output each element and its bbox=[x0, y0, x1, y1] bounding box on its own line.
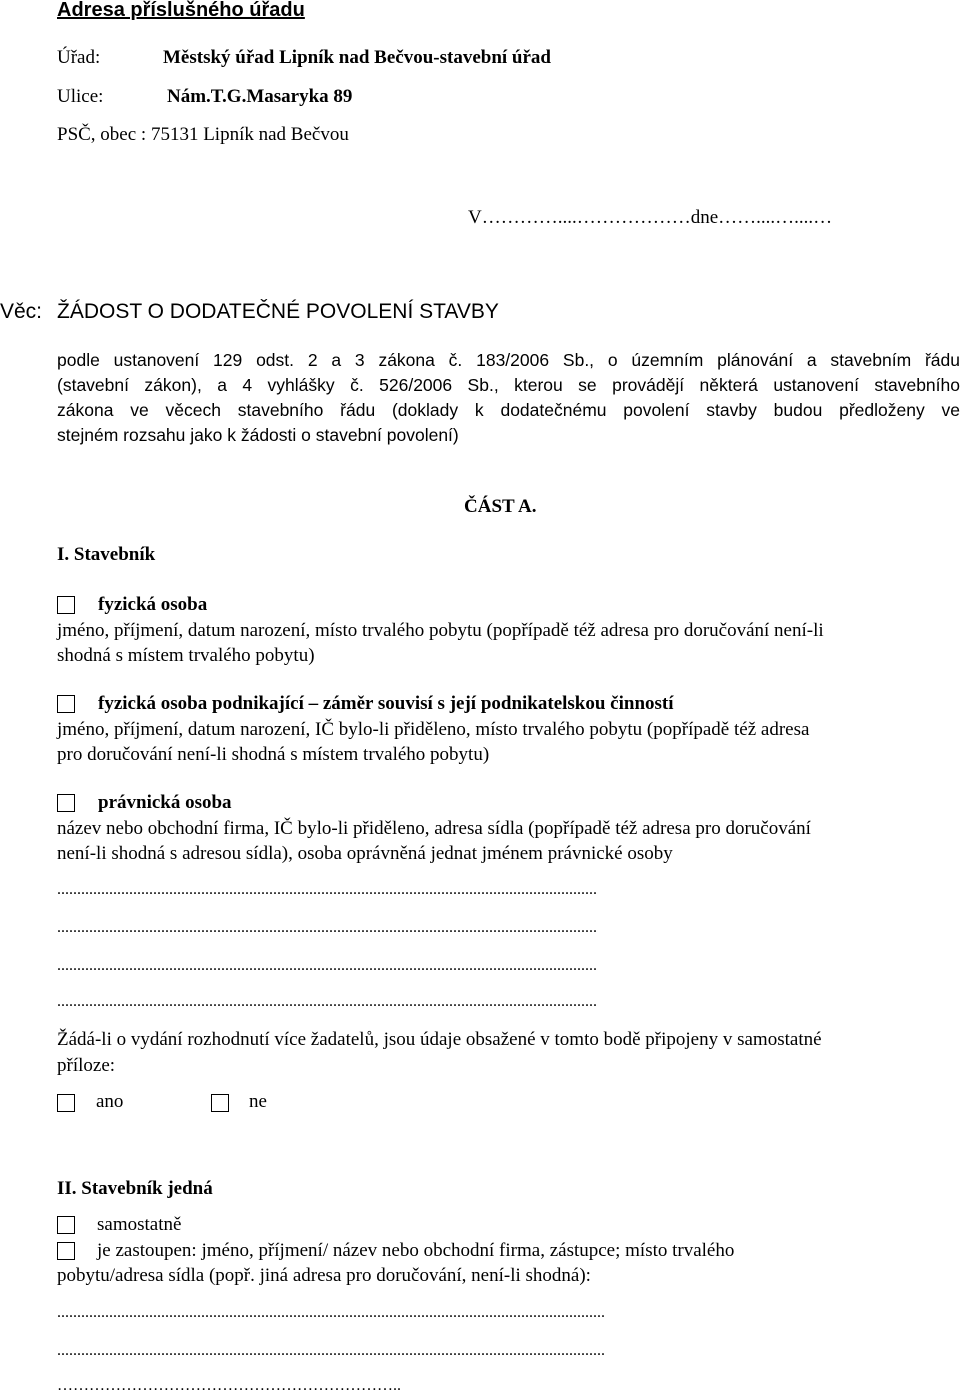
business-person-label: fyzická osoba podnikající – záměr souvisí s její podnikatelskou činností bbox=[98, 693, 674, 714]
office-label: Úřad: bbox=[57, 47, 101, 68]
legal-basis-line-4: stejném rozsahu jako k žádosti o stavební povolení) bbox=[57, 425, 459, 445]
legal-person-desc-1: název nebo obchodní firma, IČ bylo-li přiděleno, adresa sídla (popřípadě též adresa pro doručování bbox=[57, 818, 811, 839]
legal-basis-line-1: podle ustanovení 129 odst. 2 a 3 zákona č. 183/2006 Sb., o územním plánování a stavebním řádu bbox=[57, 350, 960, 370]
yes-label: ano bbox=[96, 1091, 124, 1112]
legal-person-desc-2: není-li shodná s adresou sídla), osoba oprávněná jednat jménem právnické osoby bbox=[57, 843, 673, 864]
natural-person-desc-1: jméno, příjmení, datum narození, místo trvalého pobytu (popřípadě též adresa pro doručování není-li bbox=[57, 620, 824, 641]
business-person-desc-2: pro doručování není-li shodná s místem trvalého pobytu) bbox=[57, 744, 490, 765]
dotted-fill-line[interactable]: ....................................................................................................................................... bbox=[57, 881, 597, 898]
yes-checkbox[interactable] bbox=[57, 1094, 75, 1112]
no-checkbox[interactable] bbox=[211, 1094, 229, 1112]
subject-title: ŽÁDOST O DODATEČNÉ POVOLENÍ STAVBY bbox=[57, 300, 499, 323]
business-person-desc-1: jméno, příjmení, datum narození, IČ bylo-li přiděleno, místo trvalého pobytu (popřípadě též adresa bbox=[57, 719, 810, 740]
place-date-field: V…………....………………dne……....…....… bbox=[468, 207, 833, 228]
natural-person-label: fyzická osoba bbox=[98, 594, 208, 615]
postal-line: PSČ, obec : 75131 Lipník nad Bečvou bbox=[57, 124, 349, 145]
natural-person-checkbox[interactable] bbox=[57, 596, 75, 614]
self-acting-label: samostatně bbox=[97, 1214, 182, 1235]
dotted-fill-line[interactable]: ......................................................................................................................................... bbox=[57, 1304, 605, 1321]
multiple-applicants-line-1: Žádá-li o vydání rozhodnutí více žadatelů, jsou údaje obsažené v tomto bodě připojeny v samostatné bbox=[57, 1029, 822, 1050]
address-heading: Adresa příslušného úřadu bbox=[57, 0, 305, 21]
dotted-fill-line[interactable]: ......................................................................................................................................... bbox=[57, 1342, 605, 1359]
business-person-checkbox[interactable] bbox=[57, 695, 75, 713]
legal-basis-line-3: zákona ve věcech stavebního řádu (doklady k dodatečnému povolení stavby budou předloženy ve bbox=[57, 400, 960, 420]
dotted-fill-line[interactable]: ....................................................................................................................................... bbox=[57, 919, 597, 936]
dotted-fill-line[interactable]: ....................................................................................................................................... bbox=[57, 993, 597, 1010]
subject-label: Věc: bbox=[0, 300, 43, 323]
section-2-title: II. Stavebník jedná bbox=[57, 1178, 213, 1199]
section-1-title: I. Stavebník bbox=[57, 544, 156, 565]
legal-person-label: právnická osoba bbox=[98, 792, 232, 813]
part-a-heading: ČÁST A. bbox=[464, 496, 537, 517]
legal-person-checkbox[interactable] bbox=[57, 794, 75, 812]
self-acting-checkbox[interactable] bbox=[57, 1216, 75, 1234]
represented-label-2: pobytu/adresa sídla (popř. jiná adresa pro doručování, není-li shodná): bbox=[57, 1265, 591, 1286]
represented-checkbox[interactable] bbox=[57, 1242, 75, 1260]
dotted-fill-line[interactable]: ……………………………………………………….. bbox=[57, 1377, 401, 1394]
multiple-applicants-line-2: příloze: bbox=[57, 1055, 116, 1076]
natural-person-desc-2: shodná s místem trvalého pobytu) bbox=[57, 645, 315, 666]
represented-label-1: je zastoupen: jméno, příjmení/ název nebo obchodní firma, zástupce; místo trvalého bbox=[97, 1240, 735, 1261]
dotted-fill-line[interactable]: ....................................................................................................................................... bbox=[57, 957, 597, 974]
no-label: ne bbox=[249, 1091, 267, 1112]
legal-basis-line-2: (stavební zákon), a 4 vyhlášky č. 526/2006 Sb., kterou se provádějí některá ustanovení stavebního bbox=[57, 375, 960, 395]
street-value: Nám.T.G.Masaryka 89 bbox=[167, 86, 353, 107]
street-label: Ulice: bbox=[57, 86, 104, 107]
office-value: Městský úřad Lipník nad Bečvou-stavební úřad bbox=[163, 47, 551, 68]
